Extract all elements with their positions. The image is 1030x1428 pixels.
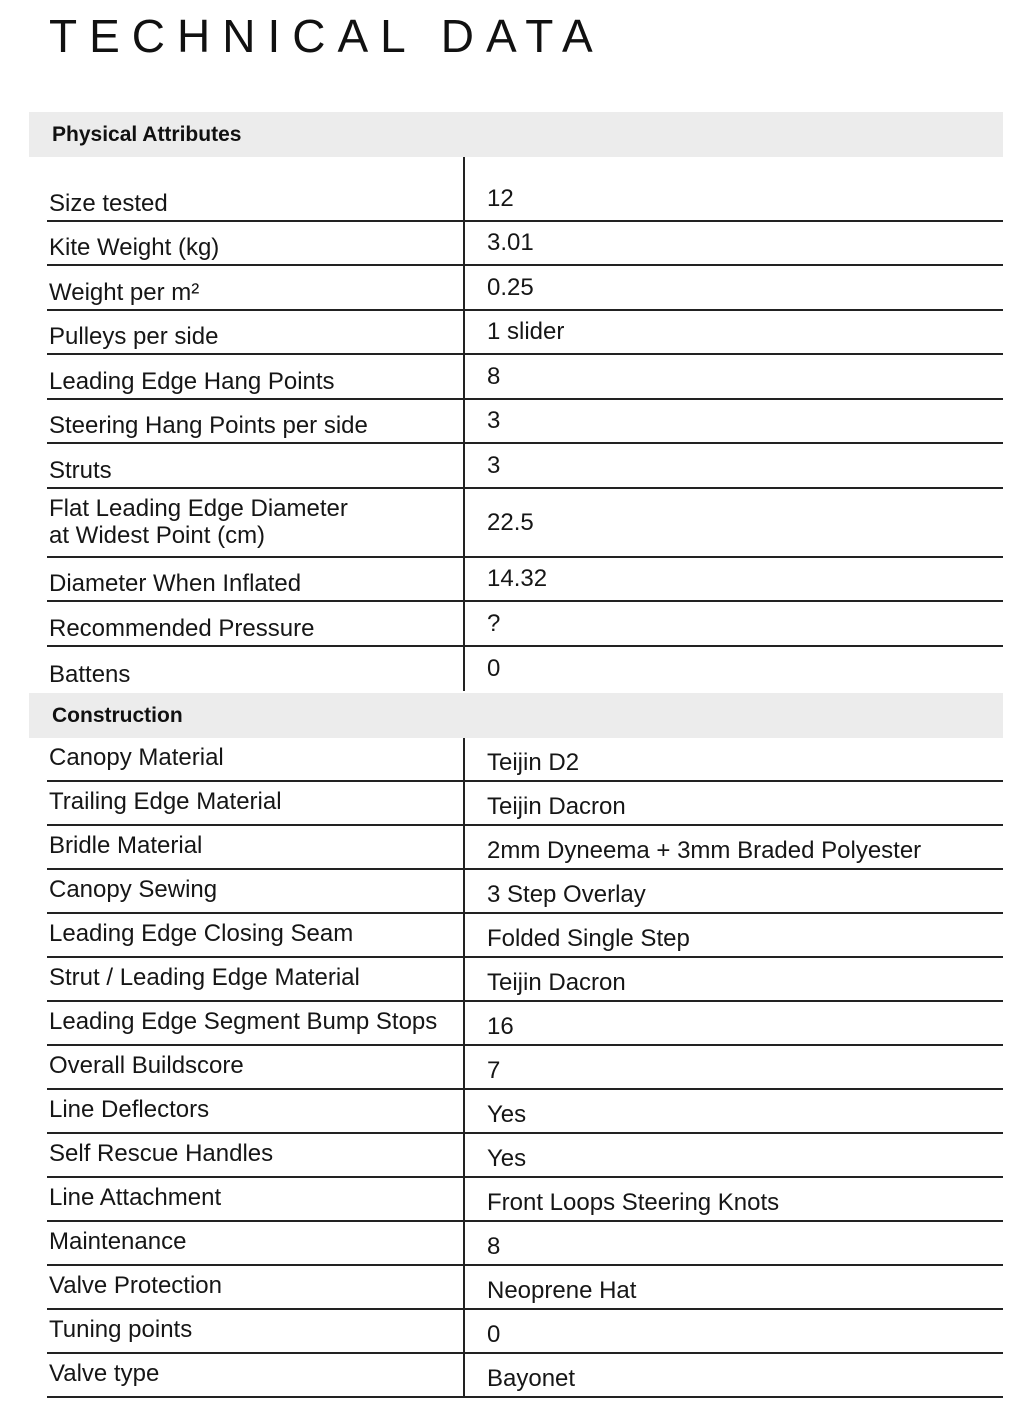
- row-value: 2mm Dyneema + 3mm Braded Polyester: [487, 836, 922, 864]
- row-label: Overall Buildscore: [47, 1046, 465, 1088]
- row-label: Trailing Edge Material: [47, 782, 465, 824]
- section-header-construction: Construction: [29, 693, 1003, 738]
- table-row: [47, 1134, 1003, 1178]
- table-row: [47, 1046, 1003, 1090]
- row-label: Leading Edge Hang Points: [47, 355, 465, 398]
- table-row: [47, 1266, 1003, 1310]
- row-value: Neoprene Hat: [487, 1276, 637, 1304]
- table-row: [47, 444, 1003, 489]
- table-row: [47, 400, 1003, 445]
- table-row: [47, 782, 1003, 826]
- row-label: Leading Edge Closing Seam: [47, 914, 465, 956]
- row-value: 3.01: [487, 229, 534, 257]
- row-label: Kite Weight (kg): [47, 222, 465, 265]
- table-row: [47, 266, 1003, 311]
- row-value: 0.25: [487, 273, 534, 301]
- row-value: Yes: [487, 1144, 527, 1172]
- table-row: [47, 870, 1003, 914]
- table-row: [47, 1090, 1003, 1134]
- row-label: Pulleys per side: [47, 311, 465, 354]
- row-value: Teijin Dacron: [487, 968, 626, 996]
- row-label: Size tested: [47, 177, 465, 220]
- row-value: Bayonet: [487, 1364, 576, 1392]
- construction-table: [47, 738, 1003, 1398]
- table-row: [47, 1310, 1003, 1354]
- row-value: 22.5: [487, 508, 534, 536]
- table-row: [47, 1178, 1003, 1222]
- row-value: Teijin D2: [487, 748, 580, 776]
- row-label: Battens: [47, 647, 465, 692]
- row-label: Bridle Material: [47, 826, 465, 868]
- row-value: Front Loops Steering Knots: [487, 1188, 780, 1216]
- row-label: Self Rescue Handles: [47, 1134, 465, 1176]
- row-label: Line Attachment: [47, 1178, 465, 1220]
- row-label: Valve Protection: [47, 1266, 465, 1308]
- table-row: [47, 355, 1003, 400]
- section-header-physical-attributes: Physical Attributes: [29, 112, 1003, 157]
- row-label: Flat Leading Edge Diameter at Widest Point (cm): [47, 489, 465, 556]
- table-row: [47, 489, 1003, 558]
- row-label: Tuning points: [47, 1310, 465, 1352]
- table-row: [47, 177, 1003, 222]
- row-value: 8: [487, 362, 501, 390]
- row-label: Steering Hang Points per side: [47, 400, 465, 443]
- row-value: 1 slider: [487, 318, 565, 346]
- row-value: ?: [487, 609, 501, 637]
- row-value: 8: [487, 1232, 501, 1260]
- table-row: [47, 311, 1003, 356]
- table-row: [47, 826, 1003, 870]
- row-label: Valve type: [47, 1354, 465, 1396]
- table-row: [47, 222, 1003, 267]
- row-value: 3: [487, 407, 501, 435]
- row-label: Canopy Material: [47, 738, 465, 780]
- row-value: 3: [487, 451, 501, 479]
- table-row: [47, 647, 1003, 692]
- row-value: Folded Single Step: [487, 924, 690, 952]
- table-row: [47, 602, 1003, 647]
- row-value: Teijin Dacron: [487, 792, 626, 820]
- row-label: Strut / Leading Edge Material: [47, 958, 465, 1000]
- row-label: Leading Edge Segment Bump Stops: [47, 1002, 465, 1044]
- table-row: [47, 958, 1003, 1002]
- physical-attributes-table: [47, 157, 1003, 691]
- row-label: Recommended Pressure: [47, 602, 465, 645]
- table-row: [47, 914, 1003, 958]
- table-row: [47, 1354, 1003, 1398]
- row-value: 12: [487, 184, 514, 212]
- table-row: [47, 738, 1003, 782]
- row-value: Yes: [487, 1100, 527, 1128]
- table-row: [47, 558, 1003, 603]
- row-label: Weight per m²: [47, 266, 465, 309]
- row-value: 14.32: [487, 565, 548, 593]
- table-row: [47, 1002, 1003, 1046]
- row-label: Canopy Sewing: [47, 870, 465, 912]
- row-value: 0: [487, 1320, 501, 1348]
- row-label: Maintenance: [47, 1222, 465, 1264]
- row-label: Line Deflectors: [47, 1090, 465, 1132]
- row-label: Diameter When Inflated: [47, 558, 465, 601]
- row-value: 7: [487, 1056, 501, 1084]
- row-value: 3 Step Overlay: [487, 880, 646, 908]
- row-value: 16: [487, 1012, 514, 1040]
- row-label: Struts: [47, 444, 465, 487]
- page-title: TECHNICAL DATA: [49, 10, 605, 62]
- table-row: [47, 1222, 1003, 1266]
- row-value: 0: [487, 655, 501, 683]
